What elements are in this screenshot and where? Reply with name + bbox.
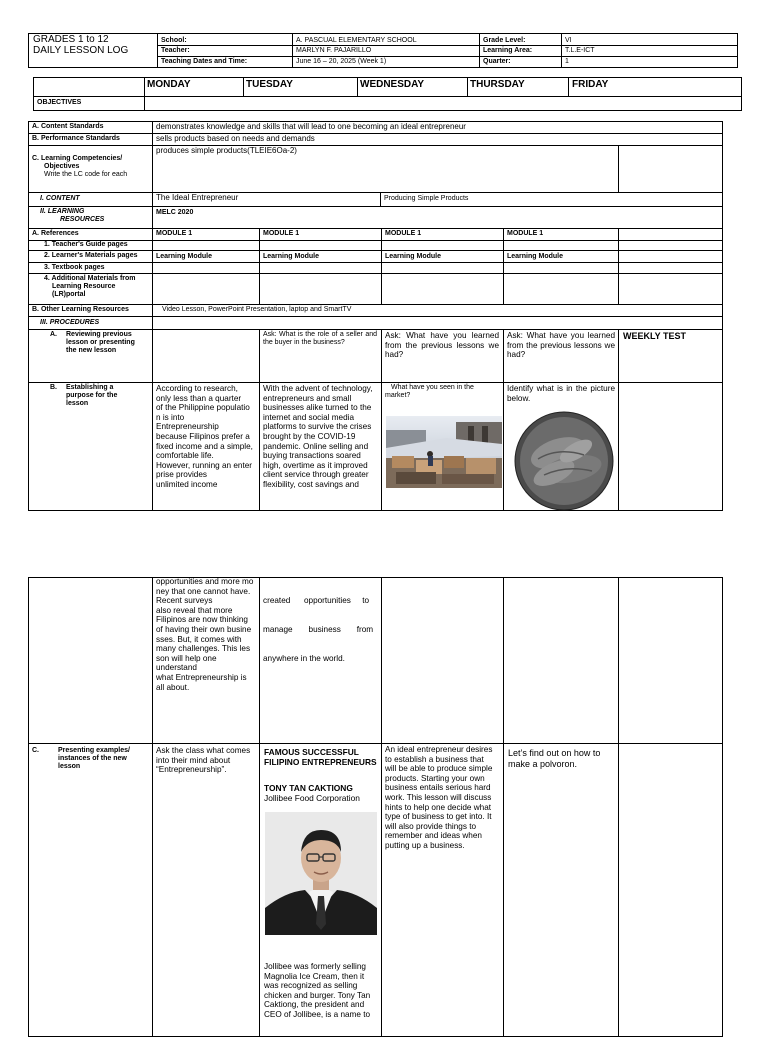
day-wednesday: WEDNESDAY: [360, 79, 425, 90]
module-wednesday: MODULE 1: [385, 230, 422, 237]
content-standards-value: demonstrates knowledge and skills that will lead to one becoming an ideal entrepreneur: [156, 122, 466, 131]
performance-standards-value: sells products based on needs and demands: [156, 134, 315, 143]
quarter-value: 1: [565, 58, 569, 65]
day-thursday: THURSDAY: [470, 79, 525, 90]
dates-label: Teaching Dates and Time:: [161, 58, 248, 65]
jollibee-text: Jollibee was formerly selling Magnolia Ice Cream, then it was recognized as selling chicken and burger. Tony Tan Caktiong, the president and CEO of Jollibee, is a name to: [264, 962, 371, 1019]
presenting-wednesday: An ideal entrepreneur desires to establish a business that will be able to produce simple products. Starting your own business entails serious hard work. This lesson will discuss hints to help one decide what type of business to get into. It will also provide things to remember and ideas when putting up a business.: [385, 745, 493, 850]
polvoron-photo: [514, 411, 614, 511]
entrepreneur-company: Jollibee Food Corporation: [264, 793, 360, 803]
purpose-label: Establishing a purpose for the lesson: [66, 384, 118, 407]
area-value: T.L.E-ICT: [565, 47, 595, 54]
presenting-thursday: Let’s find out on how to make a polvoron.: [508, 748, 601, 769]
market-image: [386, 416, 502, 488]
school-value: A. PASCUAL ELEMENTARY SCHOOL: [296, 37, 417, 44]
entrepreneur-name: TONY TAN CAKTIONG: [264, 783, 353, 793]
learning-resources-label: II. LEARNING RESOURCES: [40, 208, 105, 223]
weekly-test: WEEKLY TEST: [623, 331, 687, 341]
purpose-wednesday: What have you seen in the market?: [385, 384, 474, 399]
review-label-letter: A.: [50, 331, 57, 338]
textbook-pages-label: 3. Textbook pages: [44, 264, 105, 271]
review-tuesday: Ask: What is the role of a seller and the buyer in the business?: [263, 331, 377, 346]
procedures-label: III. PROCEDURES: [40, 319, 100, 326]
learning-competencies-value: produces simple products(TLEIE6Oa-2): [156, 146, 297, 155]
purpose-monday-continued: opportunities and more mo ney that one cannot have. Recent surveys also reveal that more Filipinos are now thinking of having their own busine sses. But, it comes with many challenges. This les son will help one understand what Entrepreneurship is all about.: [156, 577, 254, 692]
module-tuesday: MODULE 1: [263, 230, 300, 237]
content-label: I. CONTENT: [40, 195, 80, 202]
purpose-label-letter: B.: [50, 384, 57, 391]
presenting-label-letter: C.: [32, 747, 39, 754]
school-label: School:: [161, 37, 187, 44]
famous-entrepreneurs-heading: FAMOUS SUCCESSFUL FILIPINO ENTREPRENEURS: [264, 747, 377, 767]
purpose-monday: According to research, only less than a quarter of the Philippine populatio n is into Entrepreneurship because Filipinos prefer a fixed income and a simple, comfortable life. However, running an enter prise provides unlimited income: [156, 384, 253, 489]
learning-module-thursday: Learning Module: [507, 253, 563, 260]
teacher-label: Teacher:: [161, 47, 190, 54]
day-monday: MONDAY: [147, 79, 191, 90]
teacher-value: MARLYN F. PAJARILLO: [296, 47, 372, 54]
other-resources-label: B. Other Learning Resources: [32, 306, 129, 313]
learning-module-wednesday: Learning Module: [385, 253, 441, 260]
references-label: A. References: [32, 230, 79, 237]
objectives-label: OBJECTIVES: [37, 99, 82, 106]
content-wednesday: Producing Simple Products: [384, 195, 469, 202]
content-standards-label: A. Content Standards: [32, 123, 104, 130]
grade-value: VI: [565, 37, 572, 44]
day-friday: FRIDAY: [572, 79, 609, 90]
teachers-guide-label: 1. Teacher's Guide pages: [44, 241, 128, 248]
presenting-monday: Ask the class what comes into their mind about “Entrepreneurship”.: [156, 746, 251, 775]
other-resources-value: Video Lesson, PowerPoint Presentation, laptop and SmartTV: [162, 306, 352, 313]
performance-standards-label: B. Performance Standards: [32, 135, 120, 142]
review-label: Reviewing previous lesson or presenting the new lesson: [66, 331, 135, 354]
module-monday: MODULE 1: [156, 230, 193, 237]
review-wednesday: Ask: What have you learned from the previous lessons we had?: [385, 331, 499, 360]
module-thursday: MODULE 1: [507, 230, 544, 237]
melc-value: MELC 2020: [156, 209, 194, 216]
review-thursday: Ask: What have you learned from the previous lessons we had?: [507, 331, 615, 360]
area-label: Learning Area:: [483, 47, 533, 54]
portrait-image: [265, 812, 377, 935]
content-monday: The Ideal Entrepreneur: [156, 193, 239, 202]
lesson-log-title: GRADES 1 to 12 DAILY LESSON LOG: [33, 34, 129, 56]
purpose-thursday: Identify what is in the picture below.: [507, 384, 615, 403]
learning-module-monday: Learning Module: [156, 253, 212, 260]
additional-materials-label: 4. Additional Materials from Learning Resource (LR)portal: [44, 275, 136, 298]
purpose-tuesday: With the advent of technology, entrepreneurs and small businesses alike turned to the internet and social media platforms to survive the crises brought by the COVID-19 pandemic. Online selling and buying transactions soared high, overtime as it improved client service through greater flexibility, cost savings and: [263, 384, 373, 489]
learning-module-tuesday: Learning Module: [263, 253, 319, 260]
presenting-label: Presenting examples/ instances of the new lesson: [58, 747, 130, 770]
market-photo: [386, 416, 502, 488]
grade-label: Grade Level:: [483, 37, 526, 44]
purpose-tuesday-continued: created opportunities to manage business from anywhere in the world.: [263, 596, 374, 663]
quarter-label: Quarter:: [483, 58, 511, 65]
learners-materials-label: 2. Learner's Materials pages: [44, 252, 138, 259]
tony-tan-caktiong-photo: [265, 812, 377, 935]
dates-value: June 16 – 20, 2025 (Week 1): [296, 58, 387, 65]
learning-competencies-label: C. Learning Competencies/ Objectives Write the LC code for each: [32, 155, 128, 178]
polvoron-image: [514, 411, 614, 511]
day-tuesday: TUESDAY: [246, 79, 293, 90]
